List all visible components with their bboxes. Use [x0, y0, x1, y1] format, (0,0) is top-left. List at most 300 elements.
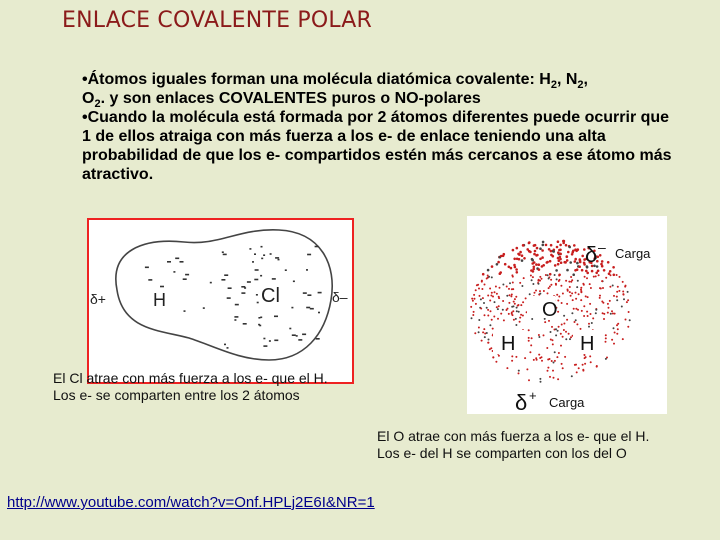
electron-dot — [241, 292, 245, 294]
delta-plus-symbol: δ — [515, 390, 528, 414]
electron-dot — [531, 337, 533, 339]
electron-dot — [484, 333, 486, 335]
electron-dot — [627, 326, 629, 328]
electron-dot — [529, 351, 531, 353]
electron-dot — [613, 343, 615, 345]
electron-dot — [575, 298, 577, 300]
electron-dot — [575, 364, 577, 366]
electron-dot — [550, 250, 553, 253]
electron-dot — [275, 257, 279, 259]
bullet-list — [82, 70, 682, 184]
electron-dot — [550, 284, 552, 286]
electron-dot — [617, 328, 619, 330]
electron-dot — [547, 274, 549, 276]
electron-dot — [616, 291, 618, 293]
electron-dot — [607, 312, 609, 314]
electron-dot — [582, 364, 584, 366]
electron-dot — [487, 269, 490, 272]
electron-dot — [590, 361, 592, 363]
electron-dot — [473, 311, 475, 313]
electron-dot — [475, 289, 477, 291]
electron-dot — [576, 323, 578, 325]
electron-dot — [514, 266, 517, 269]
electron-dot — [260, 317, 262, 319]
electron-dot — [578, 367, 580, 369]
electron-dot — [539, 357, 541, 359]
electron-dot — [542, 264, 545, 267]
electron-dot — [583, 305, 585, 307]
electron-dot — [272, 278, 276, 280]
electron-dot — [254, 253, 256, 255]
electron-dot — [583, 315, 585, 317]
electron-dot — [545, 274, 547, 276]
electron-dot — [566, 319, 568, 321]
electron-dot — [574, 258, 577, 261]
electron-dot — [571, 375, 573, 377]
electron-dot — [576, 262, 579, 265]
electron-dot — [532, 276, 534, 278]
cl-atom-label: Cl — [261, 285, 280, 307]
electron-dot — [571, 312, 573, 314]
electron-dot — [560, 261, 563, 264]
electron-dot — [562, 293, 564, 295]
electron-dot — [531, 279, 533, 281]
electron-dot — [581, 269, 584, 272]
electron-dot — [509, 282, 511, 284]
electron-dot — [538, 336, 540, 338]
electron-dot — [487, 309, 489, 311]
electron-dot — [523, 277, 525, 279]
electron-dot — [145, 267, 149, 269]
electron-dot — [613, 327, 615, 329]
electron-dot — [512, 310, 514, 312]
caption1-line1: El Cl atrae con más fuerza a los e- que el H. — [53, 370, 328, 386]
electron-dot — [612, 313, 614, 315]
hcl-diagram — [87, 218, 354, 384]
electron-dot — [482, 297, 484, 299]
electron-dot — [550, 279, 552, 281]
electron-dot — [508, 302, 510, 304]
electron-dot — [569, 338, 571, 340]
electron-dot — [560, 345, 562, 347]
electron-dot — [605, 358, 607, 360]
electron-dot — [585, 295, 587, 297]
electron-dot — [541, 360, 543, 362]
electron-dot — [616, 274, 618, 276]
electron-dot — [622, 281, 624, 283]
electron-dot — [546, 347, 548, 349]
electron-dot — [587, 315, 589, 317]
electron-dot — [228, 287, 232, 289]
electron-dot — [474, 298, 476, 300]
electron-dot — [558, 326, 560, 328]
electron-dot — [504, 263, 507, 266]
electron-dot — [493, 316, 495, 318]
electron-dot — [241, 286, 245, 288]
hcl-cloud-svg — [89, 220, 352, 382]
electron-dot — [511, 288, 513, 290]
electron-dot — [530, 344, 532, 346]
electron-dot — [234, 316, 238, 318]
electron-dot — [502, 309, 504, 311]
electron-dot — [497, 308, 499, 310]
electron-dot — [574, 321, 576, 323]
water-diagram — [467, 216, 667, 414]
electron-dot — [599, 287, 601, 289]
electron-dot — [254, 279, 258, 281]
electron-dot — [292, 334, 296, 336]
electron-dot — [565, 331, 567, 333]
electron-dot — [487, 295, 489, 297]
electron-dot — [609, 286, 611, 288]
electron-dot — [586, 311, 588, 313]
electron-dot — [539, 276, 541, 278]
electron-dot — [482, 331, 484, 333]
electron-dot — [307, 294, 311, 296]
electron-dot — [567, 251, 570, 254]
electron-dot — [628, 311, 630, 313]
electron-dot — [589, 303, 591, 305]
electron-dot — [515, 318, 517, 320]
electron-dot — [565, 338, 567, 340]
electron-dot — [582, 369, 584, 371]
electron-dot — [258, 324, 260, 326]
electron-dot — [558, 280, 560, 282]
electron-dot — [563, 323, 565, 325]
electron-dot — [547, 292, 549, 294]
youtube-link[interactable]: http://www.youtube.com/watch?v=Onf.HPLj2E6I&NR=1 — [7, 494, 375, 511]
electron-dot — [538, 268, 541, 271]
electron-dot — [569, 286, 571, 288]
electron-dot — [553, 362, 555, 364]
subscript: 2 — [94, 98, 101, 111]
electron-dot — [489, 324, 491, 326]
electron-dot — [496, 293, 498, 295]
electron-dot — [558, 296, 560, 298]
electron-dot — [511, 355, 513, 357]
electron-dot — [557, 300, 559, 302]
electron-dot — [490, 310, 492, 312]
electron-dot — [502, 284, 504, 286]
electron-dot — [474, 332, 476, 334]
electron-dot — [575, 319, 577, 321]
electron-dot — [531, 259, 534, 262]
electron-dot — [496, 263, 499, 266]
electron-dot — [549, 260, 552, 263]
slide-title: ENLACE COVALENTE POLAR — [62, 8, 373, 33]
electron-dot — [617, 323, 619, 325]
electron-dot — [180, 261, 184, 263]
electron-dot — [511, 294, 513, 296]
electron-dot — [591, 270, 594, 273]
electron-dot — [498, 305, 500, 307]
electron-dot — [528, 329, 530, 331]
electron-dot — [472, 300, 474, 302]
electron-dot — [518, 258, 521, 261]
electron-dot — [521, 254, 524, 257]
electron-dot — [556, 356, 558, 358]
electron-dot — [621, 306, 623, 308]
electron-dot — [296, 335, 298, 337]
electron-dot — [506, 295, 508, 297]
electron-dot — [274, 316, 278, 318]
electron-dot — [183, 278, 187, 280]
electron-dot — [627, 299, 629, 301]
electron-dot — [563, 315, 565, 317]
electron-dot — [550, 254, 553, 257]
electron-dot — [603, 269, 606, 272]
electron-dot — [574, 248, 577, 251]
electron-dot — [584, 276, 586, 278]
electron-dot — [517, 305, 519, 307]
electron-dot — [554, 264, 557, 267]
electron-dot — [488, 339, 490, 341]
electron-dot — [552, 343, 554, 345]
electron-dot — [560, 333, 562, 335]
electron-dot — [590, 313, 592, 315]
electron-dot — [519, 251, 522, 254]
electron-dot — [274, 340, 278, 342]
electron-dot — [596, 365, 598, 367]
electron-dot — [558, 249, 561, 252]
electron-dot — [500, 313, 502, 315]
electron-dot — [599, 297, 601, 299]
electron-dot — [184, 310, 186, 312]
electron-dot — [520, 314, 522, 316]
electron-dot — [554, 351, 556, 353]
electron-dot — [571, 279, 573, 281]
electron-dot — [529, 293, 531, 295]
electron-dot — [483, 328, 485, 330]
electron-dot — [518, 370, 520, 372]
electron-dot — [298, 339, 302, 341]
electron-dot — [535, 290, 537, 292]
h-atom-label: H — [153, 290, 166, 310]
electron-dot — [489, 288, 491, 290]
electron-dot — [616, 299, 618, 301]
minus-sign: – — [598, 239, 606, 255]
electron-dot — [532, 268, 535, 271]
electron-dot — [541, 256, 544, 259]
electron-dot — [518, 372, 520, 374]
electron-dot — [318, 292, 322, 294]
electron-dot — [471, 317, 473, 319]
cl-partial-charge: δ– — [332, 289, 348, 305]
electron-dot — [547, 367, 549, 369]
electron-dot — [565, 244, 568, 247]
electron-dot — [529, 251, 532, 254]
electron-dot — [623, 298, 625, 300]
figure1-caption — [53, 370, 413, 404]
electron-dot — [227, 297, 231, 299]
electron-dot — [616, 296, 618, 298]
electron-dot — [508, 288, 510, 290]
caption1-line2: Los e- se comparten entre los 2 átomos — [53, 387, 300, 403]
electron-dot — [263, 345, 267, 347]
electron-dot — [487, 315, 489, 317]
electron-dot — [513, 319, 515, 321]
electron-dot — [558, 274, 561, 277]
electron-dot — [480, 298, 482, 300]
electron-dot — [489, 348, 491, 350]
electron-dot — [303, 292, 307, 294]
electron-dot — [506, 367, 508, 369]
plus-sign: + — [529, 388, 537, 403]
electron-dot — [270, 253, 272, 255]
electron-dot — [592, 317, 594, 319]
electron-dot — [568, 281, 570, 283]
electron-dot — [625, 319, 627, 321]
electron-dot — [528, 340, 530, 342]
electron-dot — [148, 279, 152, 281]
electron-dot — [310, 308, 314, 310]
electron-dot — [532, 283, 534, 285]
electron-dot — [508, 313, 510, 315]
electron-dot — [470, 306, 472, 308]
electron-dot — [306, 307, 310, 309]
electron-dot — [553, 377, 555, 379]
electron-dot — [580, 290, 582, 292]
electron-dot — [565, 280, 567, 282]
subscript: 2 — [550, 79, 557, 92]
electron-dot — [481, 280, 483, 282]
electron-dot — [570, 276, 572, 278]
electron-dot — [234, 319, 236, 321]
electron-dot — [519, 282, 521, 284]
electron-dot — [160, 286, 164, 288]
electron-dot — [622, 293, 624, 295]
electron-dot — [496, 306, 498, 308]
electron-dot — [572, 273, 575, 276]
bullet-1-text-a: •Átomos iguales forman una molécula diatómica covalente: H — [82, 71, 551, 88]
electron-dot — [243, 323, 247, 325]
electron-dot — [602, 312, 604, 314]
electron-dot — [622, 338, 624, 340]
electron-dot — [614, 332, 616, 334]
bullet-1 — [82, 70, 682, 111]
electron-dot — [515, 296, 517, 298]
electron-dot — [616, 333, 618, 335]
electron-dot — [495, 361, 497, 363]
electron-dot — [575, 308, 577, 310]
electron-dot — [526, 368, 528, 370]
electron-dot — [517, 253, 520, 256]
electron-dot — [498, 297, 500, 299]
electron-dot — [541, 278, 543, 280]
electron-dot — [571, 292, 573, 294]
electron-dot — [607, 303, 609, 305]
electron-dot — [561, 363, 563, 365]
caption2-line2: Los e- del H se comparten con los del O — [377, 445, 627, 461]
o-atom-label: O — [542, 299, 558, 321]
electron-dot — [619, 276, 621, 278]
electron-dot — [511, 360, 513, 362]
electron-dot — [285, 269, 287, 271]
electron-dot — [589, 355, 591, 357]
electron-dot — [481, 288, 483, 290]
electron-dot — [563, 240, 566, 243]
electron-dot — [512, 282, 514, 284]
electron-dot — [533, 261, 536, 264]
figure2-caption — [377, 428, 717, 462]
electron-dot — [591, 322, 593, 324]
electron-dot — [318, 312, 320, 314]
electron-dot — [566, 303, 568, 305]
electron-dot — [256, 294, 258, 296]
electron-dot — [492, 328, 494, 330]
electron-dot — [306, 269, 308, 271]
electron-dot — [584, 357, 586, 359]
electron-dot — [223, 254, 227, 256]
electron-dot — [533, 253, 536, 256]
electron-dot — [587, 296, 589, 298]
electron-dot — [549, 273, 552, 276]
electron-dot — [552, 339, 554, 341]
electron-dot — [484, 336, 486, 338]
electron-dot — [528, 337, 530, 339]
electron-dot — [185, 274, 189, 276]
electron-dot — [571, 253, 574, 256]
electron-dot — [555, 328, 557, 330]
electron-dot — [535, 263, 538, 266]
electron-dot — [503, 319, 505, 321]
electron-dot — [484, 314, 486, 316]
electron-dot — [522, 244, 525, 247]
water-cloud-svg — [467, 216, 667, 414]
electron-dot — [556, 278, 558, 280]
electron-dot — [507, 308, 509, 310]
electron-dot — [520, 304, 522, 306]
electron-dot — [516, 271, 519, 274]
bullet-1-text-e: . y son enlaces COVALENTES puros o NO-polares — [100, 90, 481, 107]
electron-dot — [536, 254, 539, 257]
electron-dot — [547, 359, 549, 361]
electron-dot — [487, 275, 489, 277]
electron-dot — [605, 334, 607, 336]
electron-dot — [586, 272, 589, 275]
delta-minus-symbol: δ — [585, 242, 598, 267]
electron-dot — [557, 257, 560, 260]
electron-dot — [581, 255, 584, 258]
electron-dot — [551, 326, 553, 328]
electron-dot — [581, 310, 583, 312]
electron-dot — [556, 246, 559, 249]
electron-dot — [554, 360, 556, 362]
electron-dot — [625, 285, 627, 287]
electron-dot — [473, 294, 475, 296]
electron-dot — [289, 328, 291, 330]
electron-dot — [513, 301, 515, 303]
electron-dot — [538, 354, 540, 356]
electron-dot — [494, 301, 496, 303]
electron-dot — [548, 278, 550, 280]
electron-dot — [548, 287, 550, 289]
electron-dot — [589, 283, 591, 285]
electron-dot — [580, 287, 582, 289]
electron-dot — [599, 295, 601, 297]
electron-dot — [614, 313, 616, 315]
electron-dot — [572, 250, 575, 253]
electron-dot — [554, 274, 556, 276]
electron-dot — [491, 319, 493, 321]
electron-dot — [255, 269, 259, 271]
electron-dot — [534, 244, 537, 247]
electron-dot — [540, 381, 542, 383]
electron-dot — [495, 286, 497, 288]
bullet-2: •Cuando la molécula está formada por 2 átomos diferentes puede ocurrir que 1 de ellos atraiga con más fuerza a los e- de enlace teniendo una alta probabilidad de que los e- compartidos estén más cercanos a ese átomo más atractivo. — [82, 109, 672, 183]
electron-dot — [573, 244, 576, 247]
electron-dot — [494, 291, 496, 293]
